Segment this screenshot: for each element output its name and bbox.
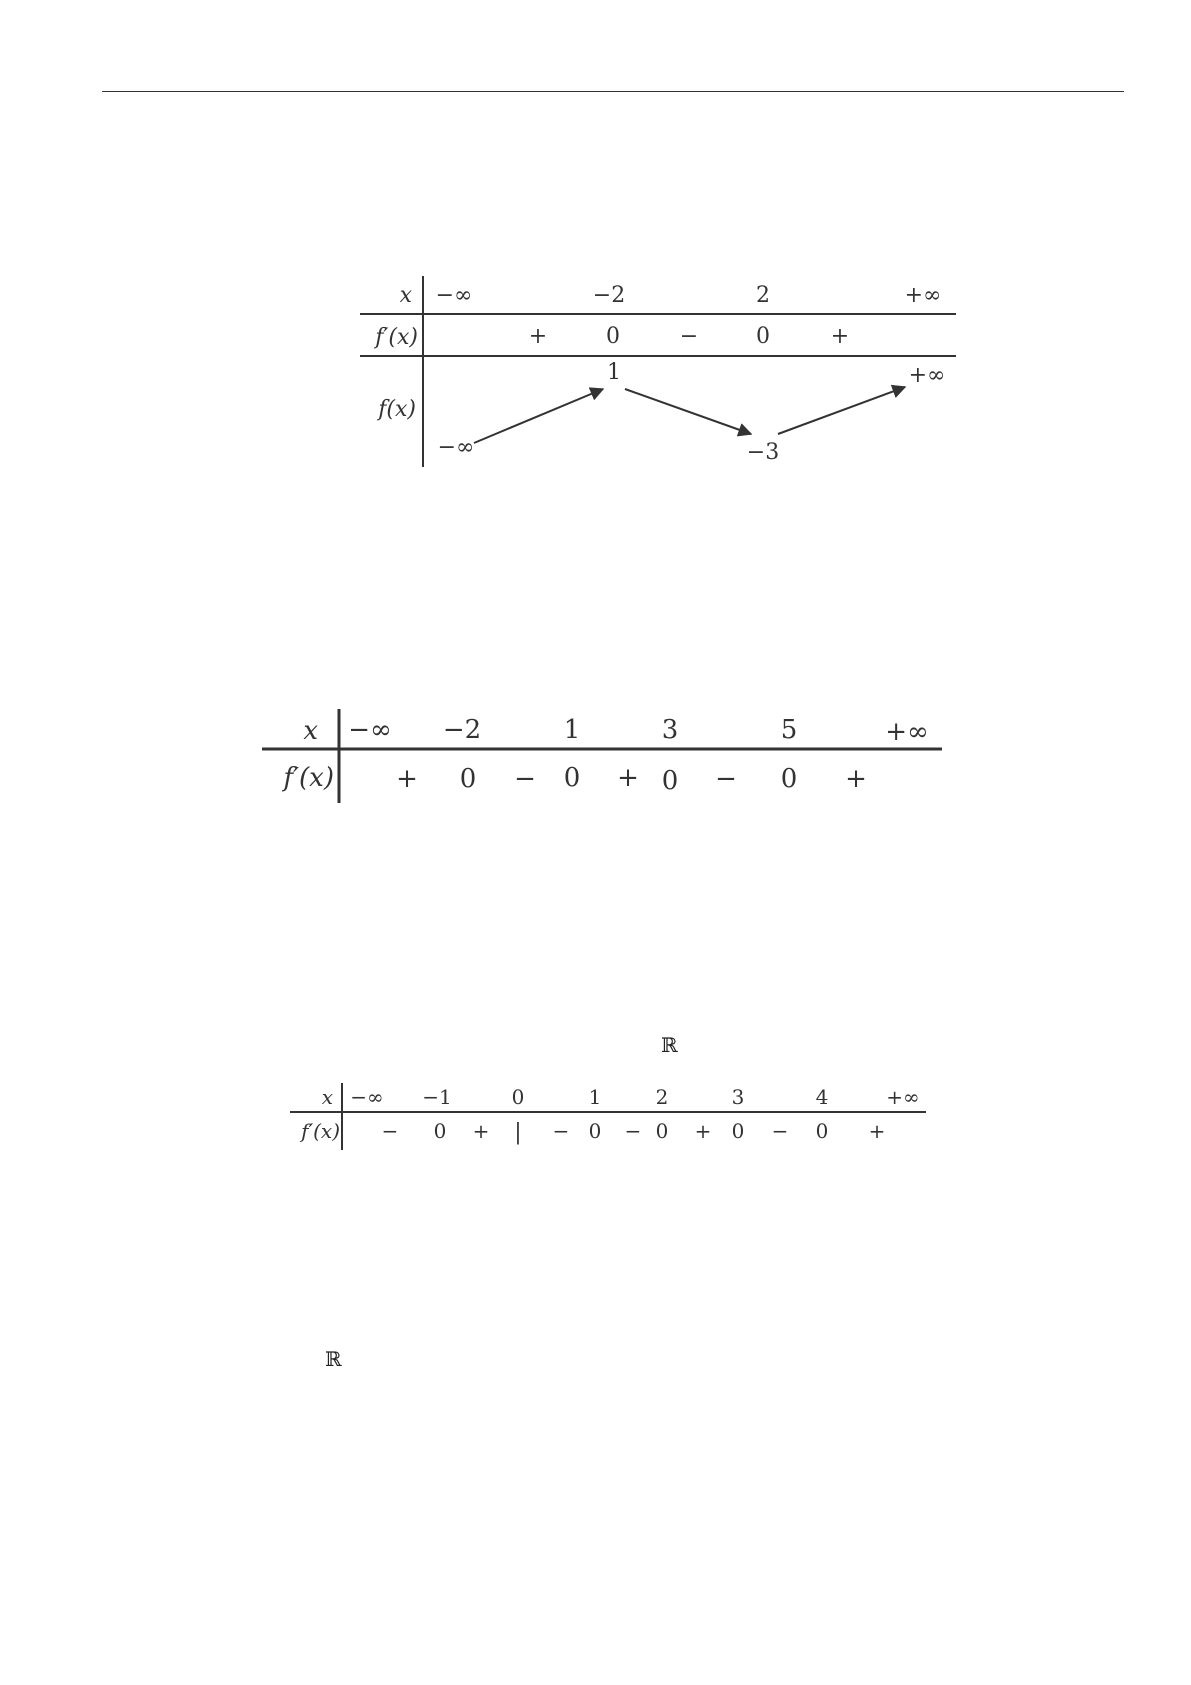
table1-arrow-increasing — [474, 389, 603, 443]
table1-sign: 0 — [756, 324, 770, 349]
table2-fprime-label: f′(x) — [283, 763, 334, 793]
table3-sign: | — [514, 1120, 522, 1145]
table3-x-value: −∞ — [350, 1085, 384, 1109]
table3-sign: 0 — [588, 1119, 602, 1143]
table3-sign: 0 — [731, 1119, 745, 1143]
table3-sign: 0 — [655, 1119, 669, 1143]
table1-f-max-value: 1 — [607, 360, 621, 385]
table1-arrow-decreasing — [625, 389, 751, 434]
table2-x-value: −∞ — [348, 715, 392, 745]
reals-symbol: ℝ — [325, 1347, 342, 1371]
table1-x-value: −∞ — [435, 283, 473, 308]
table3-x-value: 0 — [511, 1085, 525, 1109]
table3-sign: + — [868, 1119, 886, 1143]
table2-x-value: 3 — [661, 715, 679, 745]
table3-sign: + — [694, 1119, 712, 1143]
table1-sign: + — [528, 324, 548, 349]
table3-x-value: 3 — [731, 1085, 745, 1109]
variation-table-1 — [360, 272, 960, 472]
table3-x-value: +∞ — [886, 1085, 920, 1109]
table2-sign: − — [514, 764, 536, 794]
table1-f-min-value: −3 — [746, 440, 780, 465]
table2-x-value: 1 — [563, 715, 581, 745]
table2-sign: + — [396, 764, 418, 794]
reals-symbol: ℝ — [661, 1033, 678, 1057]
table2-sign: 0 — [780, 764, 798, 794]
table2-sign: + — [845, 764, 867, 794]
table1-f-start-value: −∞ — [437, 435, 475, 460]
table2-sign: 0 — [459, 764, 477, 794]
table1-fprime-label: f′(x) — [375, 325, 418, 350]
table3-x-value: 4 — [815, 1085, 829, 1109]
table2-sign: − — [715, 764, 737, 794]
table2-x-value: 5 — [780, 715, 798, 745]
table2-x-value: −2 — [442, 715, 482, 745]
table3-fprime-label: f′(x) — [301, 1119, 340, 1143]
sign-table-2 — [262, 705, 952, 805]
table1-x-value: 2 — [756, 283, 770, 308]
table1-sign: 0 — [606, 324, 620, 349]
table2-sign: 0 — [661, 766, 679, 796]
table3-sign: 0 — [815, 1119, 829, 1143]
table3-sign: − — [771, 1119, 789, 1143]
table3-x-value: −1 — [422, 1085, 452, 1109]
table2-sign: 0 — [563, 763, 581, 793]
table1-sign: − — [679, 324, 699, 349]
table1-f-label: f(x) — [378, 397, 416, 422]
table1-x-value: +∞ — [904, 283, 942, 308]
table3-x-value: 2 — [655, 1085, 669, 1109]
table3-sign: − — [552, 1119, 570, 1143]
table1-x-label: x — [399, 283, 412, 308]
table3-sign: − — [381, 1119, 399, 1143]
table2-x-label: x — [303, 716, 318, 746]
table3-sign: − — [624, 1119, 642, 1143]
table2-x-value: +∞ — [885, 717, 929, 747]
header-rule — [102, 91, 1124, 92]
table1-f-end-value: +∞ — [908, 363, 946, 388]
table1-arrow-increasing — [778, 387, 905, 434]
sign-table-3 — [290, 1080, 930, 1152]
table3-sign: 0 — [433, 1119, 447, 1143]
table1-x-value: −2 — [592, 283, 626, 308]
table3-x-value: 1 — [588, 1085, 602, 1109]
table1-sign: + — [830, 324, 850, 349]
table2-sign: + — [617, 763, 639, 793]
table3-x-label: x — [321, 1085, 333, 1109]
table3-sign: + — [472, 1119, 490, 1143]
